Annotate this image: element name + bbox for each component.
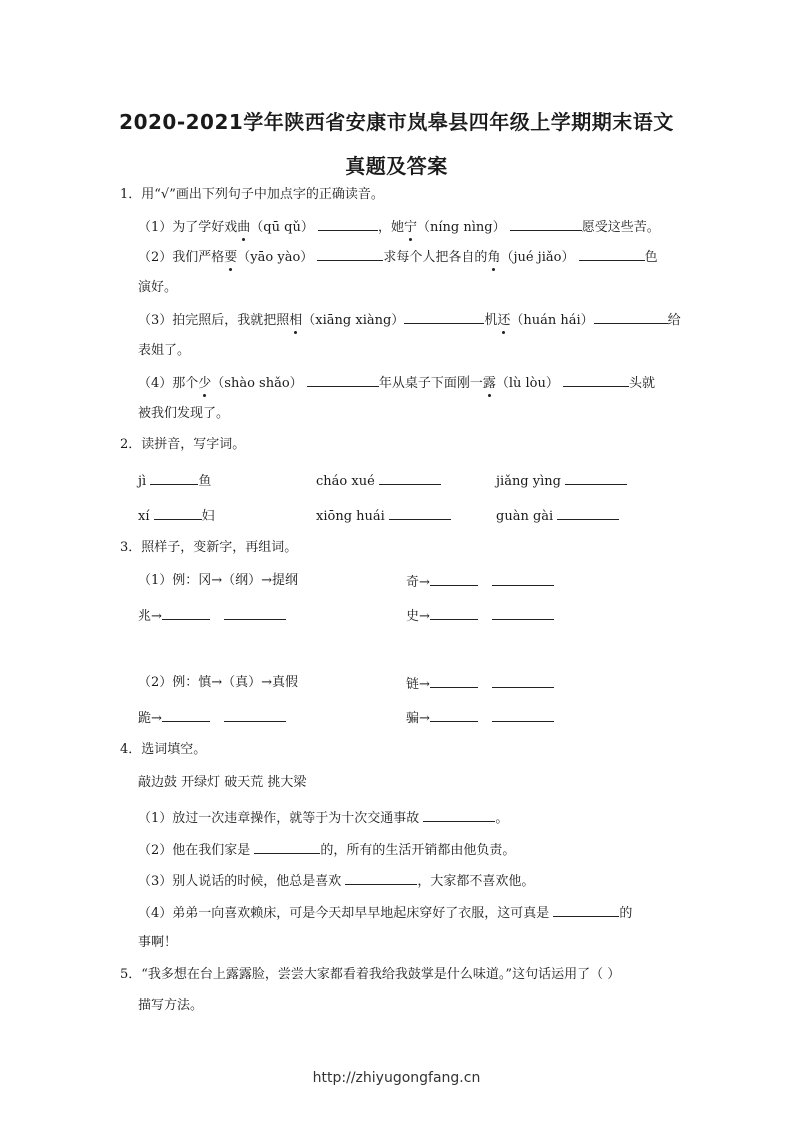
q1-sentence-3: （3）拍完照后，我就把照相（xiāng xiàng） 机还（huán hái） 给 — [138, 310, 681, 330]
answer-blank[interactable] — [565, 471, 627, 485]
answer-blank[interactable] — [492, 708, 554, 722]
q3-item: 史→ — [406, 606, 554, 626]
q4-sentence-4-cont: 事啊！ — [138, 935, 178, 950]
q1-sentence-4-cont: 被我们发现了。 — [138, 406, 230, 421]
answer-blank[interactable] — [430, 708, 478, 722]
q5-cont: 描写方法。 — [138, 998, 204, 1013]
answer-blank[interactable] — [492, 572, 554, 586]
q4-stem: 4．选词填空。 — [120, 742, 207, 757]
answer-blank[interactable] — [254, 840, 320, 854]
pinyin-item: jiǎng yìng — [496, 471, 627, 491]
q3-item: 链→ — [406, 674, 554, 694]
answer-blank[interactable] — [557, 506, 619, 520]
answer-blank[interactable] — [492, 606, 554, 620]
answer-blank[interactable] — [430, 606, 478, 620]
q1-sentence-2-cont: 演好。 — [138, 280, 178, 295]
answer-blank[interactable] — [430, 674, 478, 688]
answer-blank[interactable] — [224, 606, 286, 620]
q1-sentence-1: （1）为了学好戏曲（qū qǔ） ，她宁（níng nìng） 愿受这些苦。 — [138, 217, 660, 237]
pinyin-item: xí 妇 — [138, 506, 215, 526]
answer-blank[interactable] — [154, 506, 202, 520]
answer-blank[interactable] — [379, 471, 441, 485]
q3-stem: 3．照样子，变新字，再组词。 — [120, 540, 298, 555]
page-title-line2: 真题及答案 — [345, 154, 448, 178]
q4-sentence-4: （4）弟弟一向喜欢赖床，可是今天却早早地起床穿好了衣服，这可真是 的 — [138, 903, 632, 923]
answer-blank[interactable] — [150, 471, 198, 485]
q3-item: 跪→ — [138, 708, 286, 728]
answer-blank[interactable] — [317, 247, 383, 261]
answer-blank[interactable] — [224, 708, 286, 722]
answer-blank[interactable] — [492, 674, 554, 688]
pinyin-item: guàn gài — [496, 506, 619, 526]
page-title-line1: 2020-2021学年陕西省安康市岚皋县四年级上学期期末语文 — [119, 110, 674, 134]
q4-sentence-1: （1）放过一次违章操作，就等于为十次交通事故 。 — [138, 808, 508, 828]
answer-blank[interactable] — [563, 373, 629, 387]
q4-word-bank: 敲边鼓 开绿灯 破天荒 挑大梁 — [138, 775, 307, 790]
answer-blank[interactable] — [579, 247, 645, 261]
answer-blank[interactable] — [345, 871, 417, 885]
footer-url: http://zhiyugongfang.cn — [312, 1070, 481, 1086]
answer-blank[interactable] — [318, 217, 378, 231]
q1-stem: 1．用“√”画出下列句子中加点字的正确读音。 — [120, 187, 384, 202]
answer-blank[interactable] — [510, 217, 582, 231]
answer-blank[interactable] — [430, 572, 478, 586]
pinyin-item: cháo xué — [316, 471, 441, 491]
q5-stem: 5．“我多想在台上露露脸，尝尝大家都看着我给我鼓掌是什么味道。”这句话运用了（ ） — [120, 967, 621, 982]
answer-blank[interactable] — [162, 708, 210, 722]
q1-sentence-3-cont: 表姐了。 — [138, 343, 191, 358]
q4-sentence-3: （3）别人说话的时候，他总是喜欢 ，大家都不喜欢他。 — [138, 871, 534, 891]
q1-sentence-2: （2）我们严格要（yāo yào） 求每个人把各自的角（jué jiǎo） 色 — [138, 247, 658, 267]
q3-example-1: （1）例：冈→（纲）→提纲 — [138, 573, 299, 588]
answer-blank[interactable] — [423, 808, 495, 822]
q1-sentence-4: （4）那个少（shào shǎo） 年从桌子下面刚一露（lù lòu） 头就 — [138, 373, 655, 393]
q3-example-2: （2）例：慎→（真）→真假 — [138, 675, 299, 690]
answer-blank[interactable] — [594, 310, 668, 324]
pinyin-item: jì 鱼 — [138, 471, 211, 491]
answer-blank[interactable] — [307, 373, 379, 387]
pinyin-item: xiōng huái — [316, 506, 451, 526]
answer-blank[interactable] — [162, 606, 210, 620]
answer-blank[interactable] — [389, 506, 451, 520]
q2-stem: 2．读拼音，写字词。 — [120, 437, 246, 452]
answer-blank[interactable] — [404, 310, 484, 324]
q4-sentence-2: （2）他在我们家是 的，所有的生活开销都由他负责。 — [138, 840, 515, 860]
q3-item: 奇→ — [406, 572, 554, 592]
q3-item: 兆→ — [138, 606, 286, 626]
answer-blank[interactable] — [553, 903, 619, 917]
q3-item: 骗→ — [406, 708, 554, 728]
